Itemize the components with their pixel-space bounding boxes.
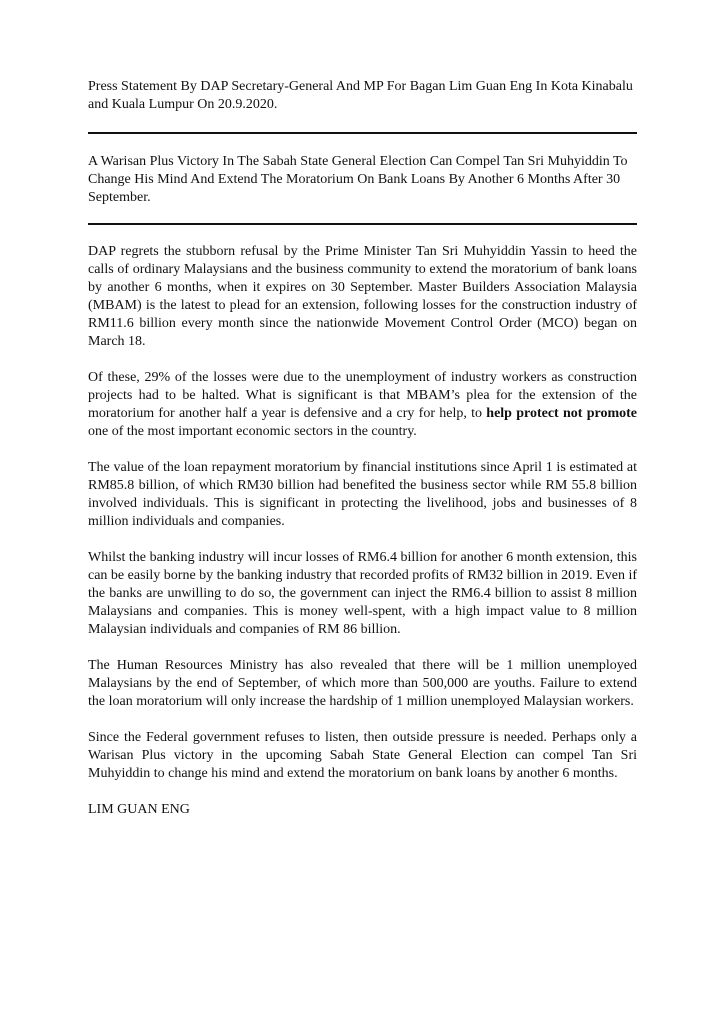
press-statement-document bbox=[88, 78, 637, 819]
divider-top bbox=[88, 132, 637, 134]
body-paragraph-4: Whilst the banking industry will incur losses of RM6.4 billion for another 6 month extension, this can be easily borne by the banking industry that recorded profits of RM32 billion in 2019. Even if the banks are unwilling to do so, the government can inject the RM6.4 billion to assist 8 million Malaysians and companies. This is money well-spent, with a high impact value to 8 million Malaysian individuals and companies of RM 86 billion. bbox=[88, 550, 637, 637]
divider-bottom bbox=[88, 223, 637, 225]
body-paragraph-5: The Human Resources Ministry has also revealed that there will be 1 million unemployed Malaysians by the end of September, of which more than 500,000 are youths. Failure to extend the loan moratorium will only increase the hardship of 1 million unemployed Malaysian workers. bbox=[88, 658, 637, 709]
body-paragraph-2-emphasis: help protect not promote bbox=[486, 406, 637, 421]
body-paragraph-2 bbox=[88, 369, 637, 441]
body-paragraph-2-end: one of the most important economic sectors in the country. bbox=[88, 424, 417, 439]
body-paragraph-6: Since the Federal government refuses to listen, then outside pressure is needed. Perhaps only a Warisan Plus victory in the upcoming Sabah State General Election can compel Tan Sri Muhyiddin to change his mind and extend the moratorium on bank loans by another 6 months. bbox=[88, 730, 637, 781]
statement-header: Press Statement By DAP Secretary-General And MP For Bagan Lim Guan Eng In Kota Kinabalu and Kuala Lumpur On 20.9.2020. bbox=[88, 79, 633, 112]
body-paragraph-2-start: Of these, 29% of the losses were due to the unemployment of industry workers as construction projects had to be halted. What is significant is that MBAM’s plea for the extension of the moratorium for another half a year is defensive and a cry for help, to bbox=[88, 370, 637, 421]
signature: LIM GUAN ENG bbox=[88, 802, 190, 817]
body-paragraph-3: The value of the loan repayment moratorium by financial institutions since April 1 is estimated at RM85.8 billion, of which RM30 billion had benefited the business sector while RM 55.8 billion involved individuals. This is significant in protecting the livelihood, jobs and businesses of 8 million individuals and companies. bbox=[88, 460, 637, 529]
body-paragraph-1: DAP regrets the stubborn refusal by the Prime Minister Tan Sri Muhyiddin Yassin to heed the calls of ordinary Malaysians and the business community to extend the moratorium of bank loans by another 6 months, when it expires on 30 September. Master Builders Association Malaysia (MBAM) is the latest to plead for an extension, following losses for the construction industry of RM11.6 billion every month since the nationwide Movement Control Order (MCO) began on March 18. bbox=[88, 244, 637, 349]
statement-headline: A Warisan Plus Victory In The Sabah State General Election Can Compel Tan Sri Muhyiddin To Change His Mind And Extend The Moratorium On Bank Loans By Another 6 Months After 30 September. bbox=[88, 154, 628, 205]
